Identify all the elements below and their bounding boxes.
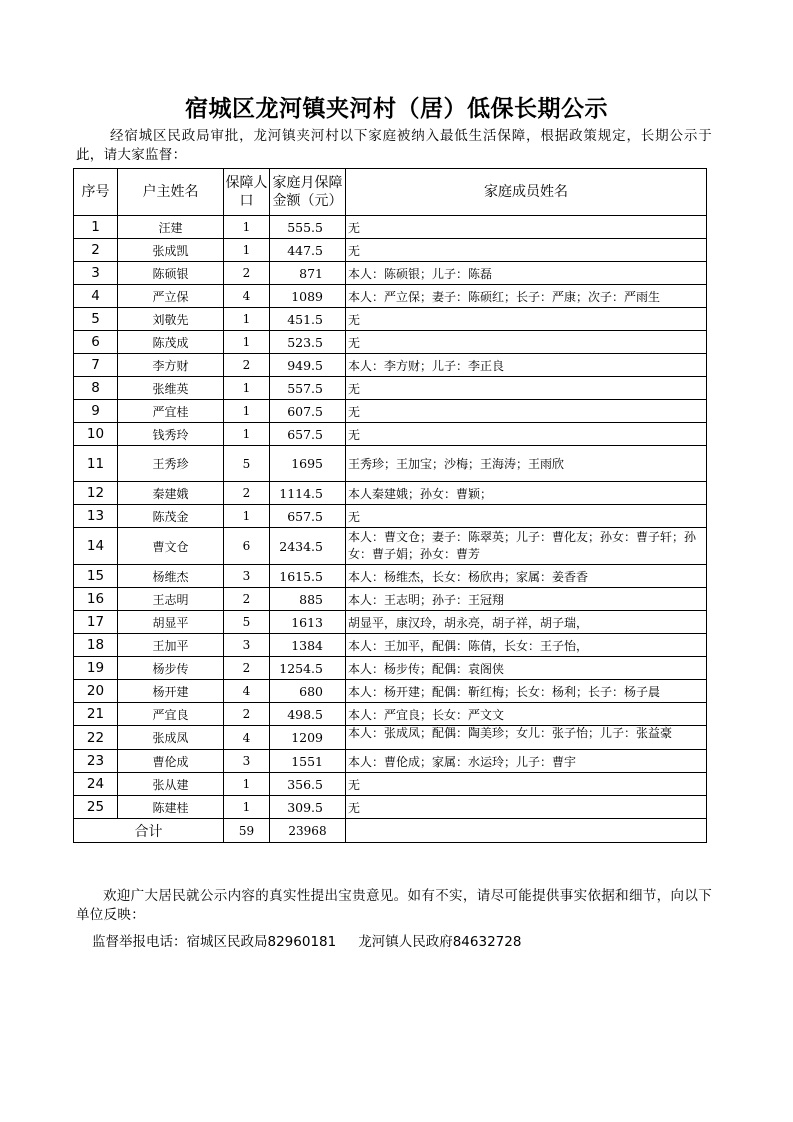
contact-line bbox=[92, 930, 521, 950]
row-members: 本人：杨开建；配偶：靳红梅；长女：杨利；长子：杨子晨 bbox=[346, 680, 707, 703]
table-row bbox=[74, 565, 707, 588]
row-persons: 1 bbox=[224, 308, 270, 331]
table-row bbox=[74, 354, 707, 377]
row-head-name: 陈硕银 bbox=[118, 262, 224, 285]
row-members: 无 bbox=[346, 331, 707, 354]
row-amount: 657.5 bbox=[270, 423, 346, 446]
table-row bbox=[74, 588, 707, 611]
row-head-name: 严立保 bbox=[118, 285, 224, 308]
row-head-name: 王加平 bbox=[118, 634, 224, 657]
row-amount: 1613 bbox=[270, 611, 346, 634]
row-members: 无 bbox=[346, 400, 707, 423]
contact-label: 监督举报电话： bbox=[92, 934, 187, 950]
table-row bbox=[74, 634, 707, 657]
contact-civil-affairs: 宿城区民政局82960181 bbox=[186, 934, 337, 950]
header-index: 序号 bbox=[74, 169, 118, 216]
table-row bbox=[74, 216, 707, 239]
row-head-name: 严宜良 bbox=[118, 703, 224, 726]
row-amount: 557.5 bbox=[270, 377, 346, 400]
row-members: 本人秦建娥；孙女：曹颖； bbox=[346, 482, 707, 505]
row-members: 本人：严宜良；长女：严文文 bbox=[346, 703, 707, 726]
row-persons: 5 bbox=[224, 446, 270, 482]
row-index: 18 bbox=[74, 634, 118, 657]
row-members: 无 bbox=[346, 308, 707, 331]
row-persons: 1 bbox=[224, 505, 270, 528]
row-members: 本人：杨步传；配偶：袁阁侠 bbox=[346, 657, 707, 680]
row-head-name: 王志明 bbox=[118, 588, 224, 611]
row-amount: 949.5 bbox=[270, 354, 346, 377]
row-head-name: 曹文仓 bbox=[118, 528, 224, 565]
row-persons: 1 bbox=[224, 796, 270, 819]
page-title: 宿城区龙河镇夹河村（居）低保长期公示 bbox=[185, 95, 608, 122]
row-members: 本人：李方财；儿子：李正良 bbox=[346, 354, 707, 377]
row-members: 本人：曹伦成；家属：水运玲；儿子：曹宇 bbox=[346, 750, 707, 773]
row-index: 25 bbox=[74, 796, 118, 819]
row-amount: 657.5 bbox=[270, 505, 346, 528]
row-members: 无 bbox=[346, 423, 707, 446]
row-index: 16 bbox=[74, 588, 118, 611]
table-row bbox=[74, 773, 707, 796]
row-index: 3 bbox=[74, 262, 118, 285]
table-row bbox=[74, 400, 707, 423]
row-persons: 6 bbox=[224, 528, 270, 565]
row-index: 7 bbox=[74, 354, 118, 377]
row-head-name: 胡显平 bbox=[118, 611, 224, 634]
row-index: 19 bbox=[74, 657, 118, 680]
row-members: 无 bbox=[346, 796, 707, 819]
row-persons: 1 bbox=[224, 239, 270, 262]
row-head-name: 陈茂金 bbox=[118, 505, 224, 528]
row-head-name: 曹伦成 bbox=[118, 750, 224, 773]
row-index: 8 bbox=[74, 377, 118, 400]
table-row bbox=[74, 528, 707, 565]
row-members: 本人：王志明；孙子：王冠翔 bbox=[346, 588, 707, 611]
header-head-name: 户主姓名 bbox=[118, 169, 224, 216]
table-row bbox=[74, 446, 707, 482]
row-amount: 1551 bbox=[270, 750, 346, 773]
row-persons: 3 bbox=[224, 634, 270, 657]
table-row bbox=[74, 239, 707, 262]
row-amount: 523.5 bbox=[270, 331, 346, 354]
row-head-name: 钱秀玲 bbox=[118, 423, 224, 446]
row-head-name: 陈茂成 bbox=[118, 331, 224, 354]
row-index: 2 bbox=[74, 239, 118, 262]
row-head-name: 严宜桂 bbox=[118, 400, 224, 423]
row-members bbox=[346, 726, 707, 750]
row-persons: 4 bbox=[224, 680, 270, 703]
table-row bbox=[74, 308, 707, 331]
table-row bbox=[74, 262, 707, 285]
table-row bbox=[74, 657, 707, 680]
row-members: 本人：曹文仓；妻子：陈翠英；儿子：曹化友；孙女：曹子轩；孙女：曹子娟；孙女：曹芳 bbox=[346, 528, 707, 565]
row-persons: 1 bbox=[224, 216, 270, 239]
row-index: 17 bbox=[74, 611, 118, 634]
low-income-roster-table bbox=[73, 168, 707, 843]
row-members: 本人：严立保；妻子：陈硕红；长子：严康；次子：严雨生 bbox=[346, 285, 707, 308]
table-row bbox=[74, 703, 707, 726]
table-row bbox=[74, 726, 707, 750]
total-persons: 59 bbox=[224, 819, 270, 843]
table-row bbox=[74, 750, 707, 773]
header-amount: 家庭月保障金额（元） bbox=[270, 169, 346, 216]
table-row bbox=[74, 331, 707, 354]
row-persons: 3 bbox=[224, 565, 270, 588]
row-head-name: 秦建娥 bbox=[118, 482, 224, 505]
row-amount: 309.5 bbox=[270, 796, 346, 819]
row-members: 无 bbox=[346, 505, 707, 528]
row-amount: 1209 bbox=[270, 726, 346, 750]
row-index: 9 bbox=[74, 400, 118, 423]
row-persons: 2 bbox=[224, 262, 270, 285]
row-amount: 607.5 bbox=[270, 400, 346, 423]
table-body bbox=[74, 216, 707, 819]
row-amount: 871 bbox=[270, 262, 346, 285]
row-members: 本人：王加平，配偶：陈倩，长女：王子怡， bbox=[346, 634, 707, 657]
row-persons: 1 bbox=[224, 423, 270, 446]
row-members: 本人：杨维杰，长女：杨欣冉；家属：姜香香 bbox=[346, 565, 707, 588]
row-head-name: 张成凤 bbox=[118, 726, 224, 750]
row-head-name: 李方财 bbox=[118, 354, 224, 377]
row-index: 22 bbox=[74, 726, 118, 750]
row-index: 11 bbox=[74, 446, 118, 482]
row-persons: 1 bbox=[224, 377, 270, 400]
table-row bbox=[74, 680, 707, 703]
row-index: 13 bbox=[74, 505, 118, 528]
row-index: 24 bbox=[74, 773, 118, 796]
row-amount: 555.5 bbox=[270, 216, 346, 239]
row-amount: 1114.5 bbox=[270, 482, 346, 505]
row-head-name: 杨维杰 bbox=[118, 565, 224, 588]
row-amount: 447.5 bbox=[270, 239, 346, 262]
row-head-name: 杨步传 bbox=[118, 657, 224, 680]
row-persons: 2 bbox=[224, 588, 270, 611]
table-row bbox=[74, 423, 707, 446]
row-amount: 1384 bbox=[270, 634, 346, 657]
row-amount: 1089 bbox=[270, 285, 346, 308]
table-row bbox=[74, 285, 707, 308]
row-persons: 4 bbox=[224, 726, 270, 750]
row-head-name: 王秀珍 bbox=[118, 446, 224, 482]
row-amount: 356.5 bbox=[270, 773, 346, 796]
row-amount: 498.5 bbox=[270, 703, 346, 726]
row-persons: 1 bbox=[224, 400, 270, 423]
row-index: 14 bbox=[74, 528, 118, 565]
row-index: 23 bbox=[74, 750, 118, 773]
row-amount: 2434.5 bbox=[270, 528, 346, 565]
table-row bbox=[74, 796, 707, 819]
row-amount: 1695 bbox=[270, 446, 346, 482]
row-index: 1 bbox=[74, 216, 118, 239]
row-index: 10 bbox=[74, 423, 118, 446]
table-row bbox=[74, 611, 707, 634]
row-amount: 885 bbox=[270, 588, 346, 611]
row-members: 无 bbox=[346, 773, 707, 796]
row-persons: 2 bbox=[224, 482, 270, 505]
row-members: 无 bbox=[346, 239, 707, 262]
row-head-name: 陈建桂 bbox=[118, 796, 224, 819]
row-members: 无 bbox=[346, 216, 707, 239]
row-head-name: 杨开建 bbox=[118, 680, 224, 703]
row-persons: 2 bbox=[224, 703, 270, 726]
total-members-empty bbox=[346, 819, 707, 843]
row-persons: 1 bbox=[224, 773, 270, 796]
intro-paragraph: 经宿城区民政局审批，龙河镇夹河村以下家庭被纳入最低生活保障，根据政策规定，长期公示于此，请大家监督： bbox=[76, 128, 712, 163]
row-amount: 1615.5 bbox=[270, 565, 346, 588]
row-head-name: 张从建 bbox=[118, 773, 224, 796]
total-label: 合计 bbox=[74, 819, 224, 843]
total-row bbox=[74, 819, 707, 843]
row-persons: 2 bbox=[224, 354, 270, 377]
row-members: 王秀珍；王加宝；沙梅；王海涛；王雨欣 bbox=[346, 446, 707, 482]
table-row bbox=[74, 505, 707, 528]
row-members: 本人：陈硕银；儿子：陈磊 bbox=[346, 262, 707, 285]
row-index: 20 bbox=[74, 680, 118, 703]
feedback-paragraph: 欢迎广大居民就公示内容的真实性提出宝贵意见。如有不实，请尽可能提供事实依据和细节，向以下单位反映： bbox=[76, 888, 712, 923]
row-persons: 1 bbox=[224, 331, 270, 354]
row-persons: 5 bbox=[224, 611, 270, 634]
row-amount: 1254.5 bbox=[270, 657, 346, 680]
row-head-name: 张成凯 bbox=[118, 239, 224, 262]
header-persons: 保障人口 bbox=[224, 169, 270, 216]
row-index: 4 bbox=[74, 285, 118, 308]
header-members: 家庭成员姓名 bbox=[346, 169, 707, 216]
row-persons: 4 bbox=[224, 285, 270, 308]
contact-town-gov: 龙河镇人民政府84632728 bbox=[358, 934, 522, 950]
row-index: 12 bbox=[74, 482, 118, 505]
table-row bbox=[74, 482, 707, 505]
row-index: 21 bbox=[74, 703, 118, 726]
row-members: 无 bbox=[346, 377, 707, 400]
row-amount: 680 bbox=[270, 680, 346, 703]
row-head-name: 刘敬先 bbox=[118, 308, 224, 331]
table-header-row bbox=[74, 169, 707, 216]
row-persons: 2 bbox=[224, 657, 270, 680]
total-amount: 23968 bbox=[270, 819, 346, 843]
row-head-name: 张维英 bbox=[118, 377, 224, 400]
row-amount: 451.5 bbox=[270, 308, 346, 331]
row-index: 5 bbox=[74, 308, 118, 331]
row-persons: 3 bbox=[224, 750, 270, 773]
row-index: 15 bbox=[74, 565, 118, 588]
row-members-text: 本人：张成凤；配偶：陶美珍；女儿：张子怡；儿子：张益豪 bbox=[348, 726, 673, 740]
row-index: 6 bbox=[74, 331, 118, 354]
row-head-name: 汪建 bbox=[118, 216, 224, 239]
table-row bbox=[74, 377, 707, 400]
row-members: 胡显平，康汉玲，胡永亮，胡子祥，胡子瑞， bbox=[346, 611, 707, 634]
